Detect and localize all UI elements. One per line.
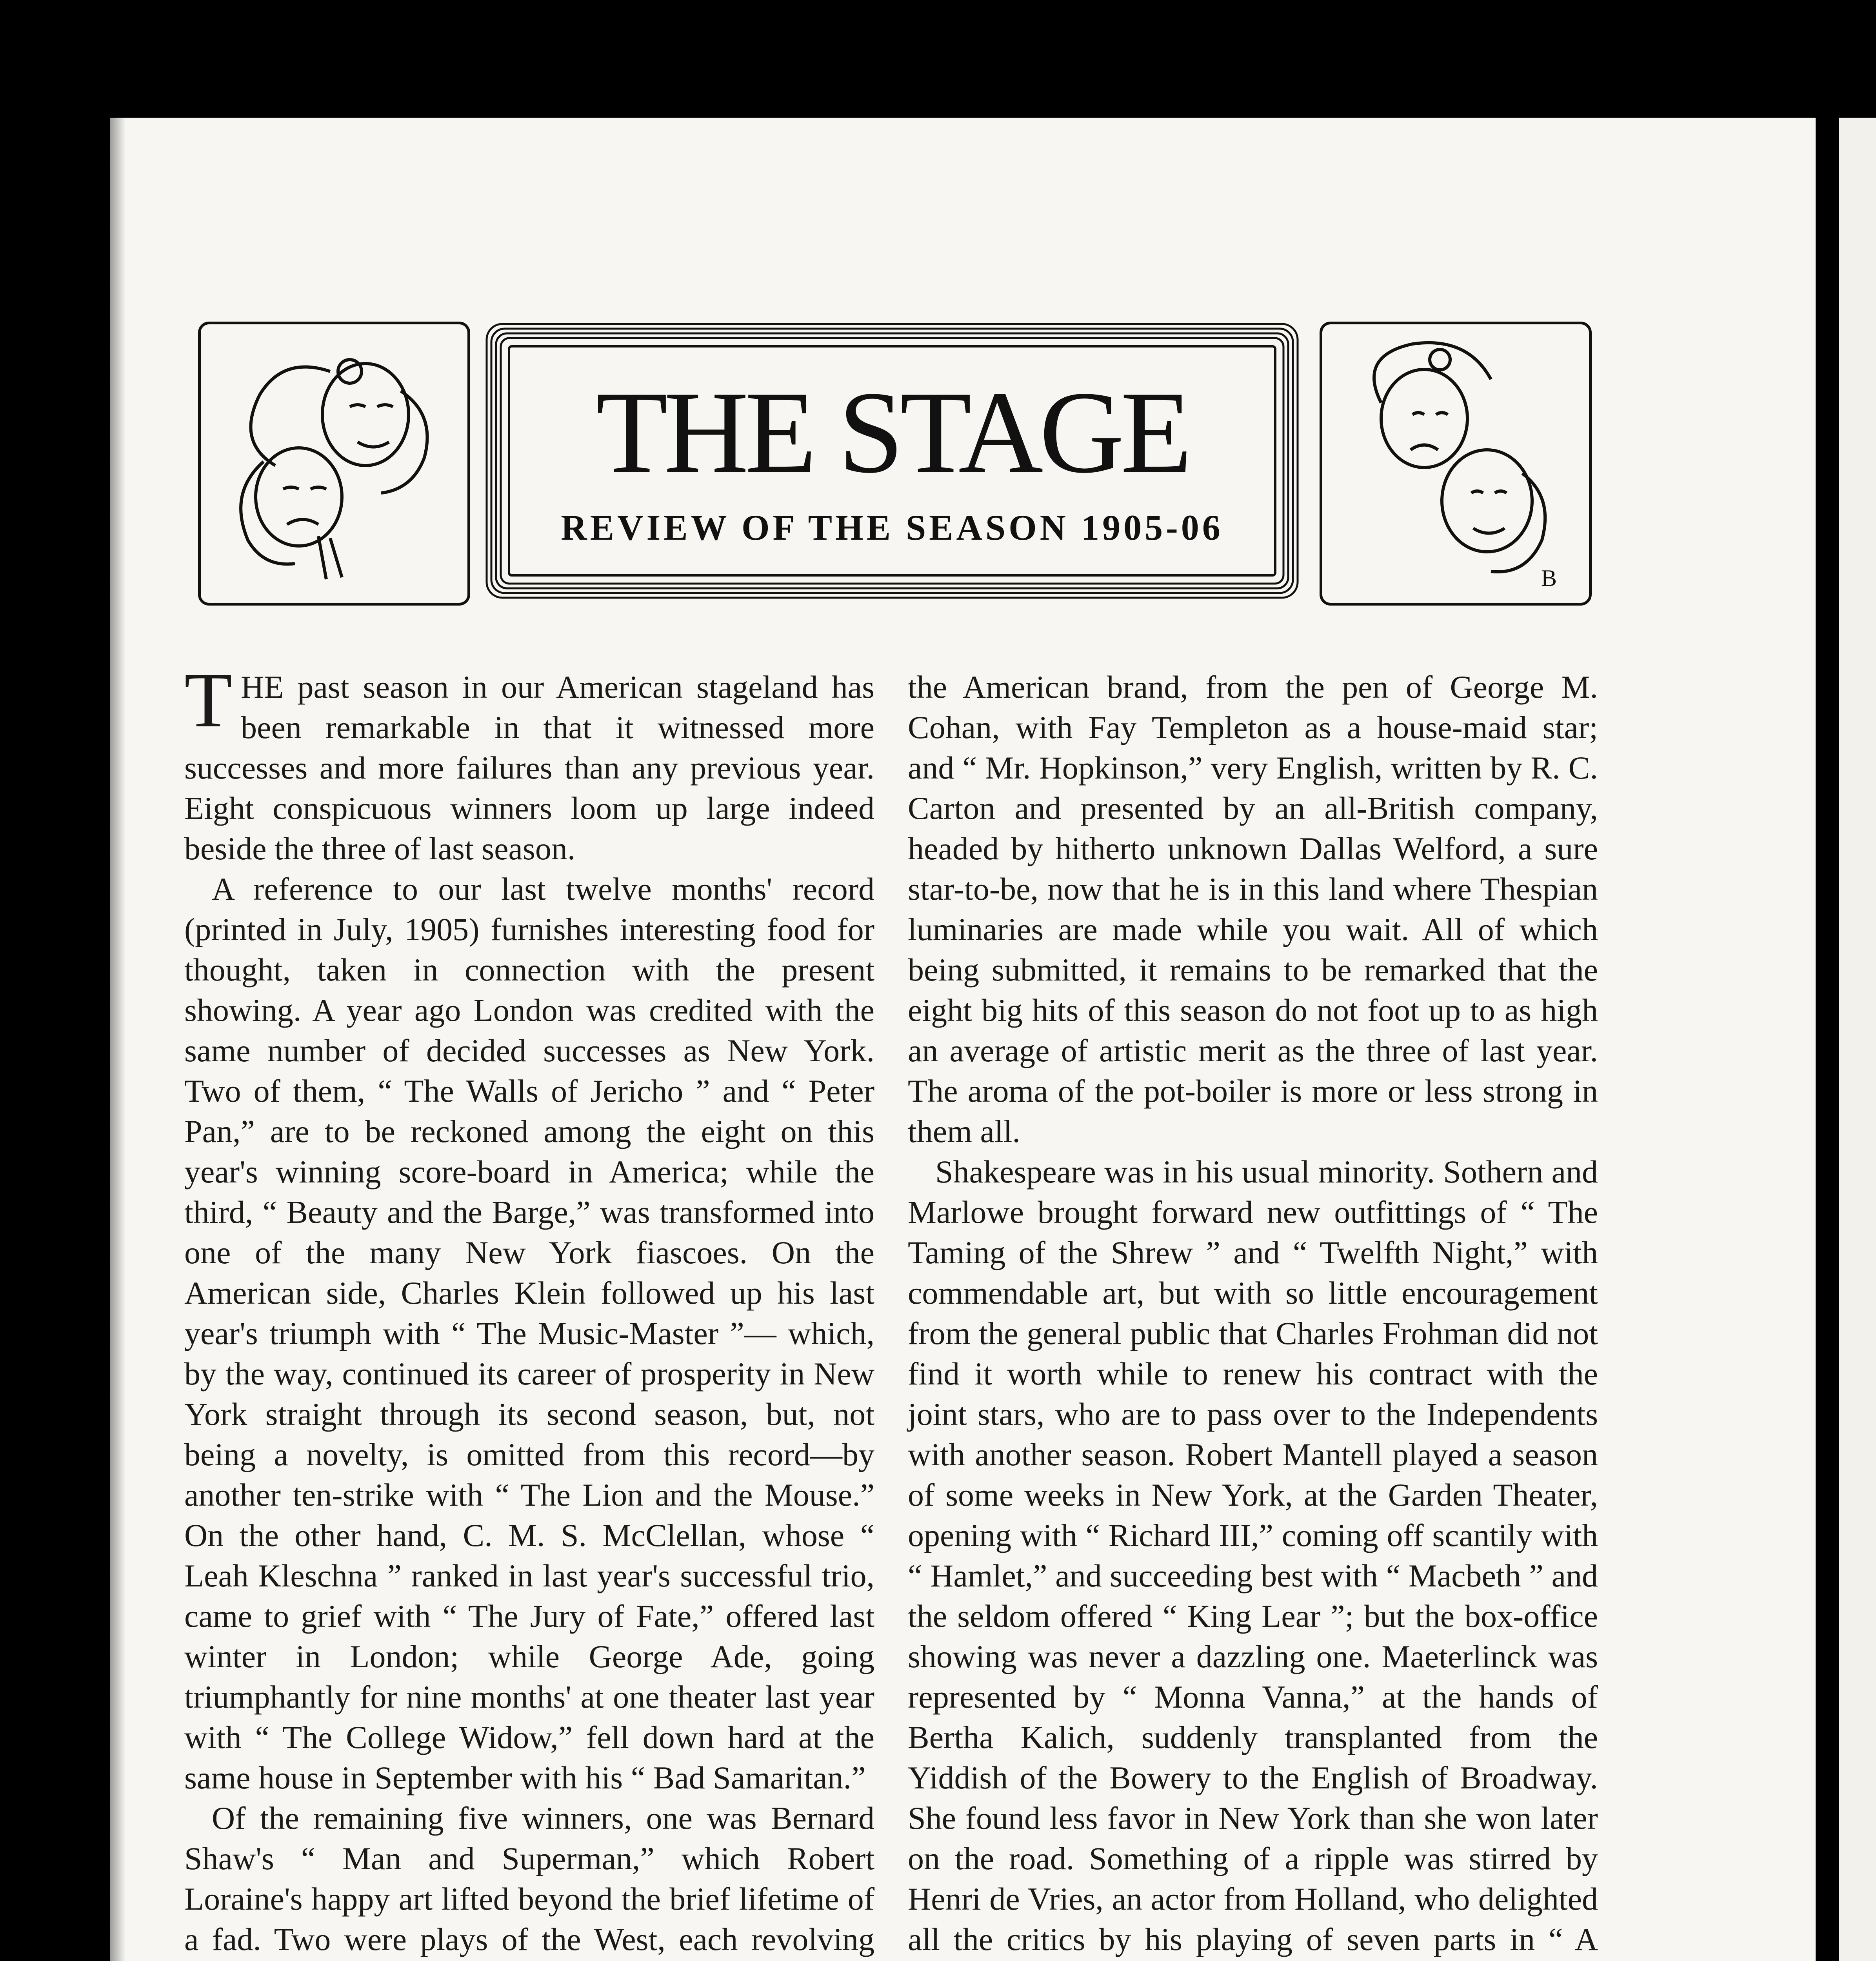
page-gutter-shadow xyxy=(110,118,125,1961)
page-title: THE STAGE xyxy=(596,367,1189,497)
theater-masks-icon xyxy=(201,324,467,603)
next-page-sliver xyxy=(1839,118,1876,1961)
theater-masks-icon xyxy=(1322,324,1589,603)
title-frame xyxy=(484,322,1300,600)
article-paragraph: Of the remaining five winners, one was Bernard Shaw's “ Man and Superman,” which Robert Loraine's happy art lifted beyond the brief lifetime of a fad. Two were plays of the West, each revolving xyxy=(184,1800,874,1957)
masks-illustration-right xyxy=(1320,322,1592,606)
title-panel xyxy=(508,345,1276,577)
drop-cap: T xyxy=(184,657,233,744)
article-column-right xyxy=(908,667,1598,1961)
artist-signature: B xyxy=(1541,565,1557,591)
masks-illustration-left xyxy=(198,322,470,606)
article-paragraph: THE past season in our American stageland has been remarkable in that it witnessed more successes and more failures than any previous year. Eight conspicuous winners loom up large indeed beside the three of last season. xyxy=(184,657,874,866)
article-column-left xyxy=(184,657,874,1961)
article-paragraph: A reference to our last twelve months' record (printed in July, 1905) furnishes interesting food for thought, taken in connection with the present showing. A year ago London was credited with the same number of decided successes as New York. Two of them, “ The Walls of Jericho ” and “ Peter Pan,” are to be reckoned among the eight on this year's winning score-board in America; while the third, “ Beauty and the Barge,” was transformed into one of the many New York fiascoes. On the American side, Charles Klein followed up his last year's triumph with “ The Music-Master ”— which, by the way, continued its career of prosperity in New York straight through its second season, but, not being a novelty, is omitted from this record—by another ten-strike with “ The Lion and the Mouse.” On the other hand, C. M. S. McClellan, whose “ Leah Kleschna ” ranked in last year's successful trio, came to grief with “ The Jury of Fate,” offered last winter in London; while George Ade, going triumphantly for nine months' at one theater last year with “ The College Widow,” fell down hard at the same house in September with his “ Bad Samaritan.” xyxy=(184,871,874,1795)
article-paragraph: Shakespeare was in his usual minority. Sothern and Marlowe brought forward new outfittings of “ The Taming of the Shrew ” and “ Twelfth Night,” with commendable art, but with so little encouragement from the general public that Charles Frohman did not find it worth while to renew his contract with the joint stars, who are to pass over to the Independents with another season. Robert Mantell played a season of some weeks in New York, at the Garden Theater, opening with “ Richard III,” coming off scantily with “ Hamlet,” and succeeding best with “ Macbeth ” and the seldom offered “ King Lear ”; but the box-office showing was never a dazzling one. Maeterlinck was represented by “ Monna Vanna,” at the hands of Bertha Kalich, suddenly transplanted from the Yiddish of the Bowery to the English of Broadway. She found less favor in New York than she won later on the road. Something of a ripple was stirred by Henri de Vries, an actor from Holland, who delighted all the critics by his playing of seven parts in “ A xyxy=(908,1154,1598,1957)
article-paragraph: the American brand, from the pen of George M. Cohan, with Fay Templeton as a house-maid star; and “ Mr. Hopkinson,” very English, written by R. C. Carton and presented by an all-British company, headed by hitherto unknown Dallas Welford, a sure star-to-be, now that he is in this land where Thespian luminaries are made while you wait. All of which being submitted, it remains to be remarked that the eight big hits of this season do not foot up to as high an average of artistic merit as the three of last year. The aroma of the pot-boiler is more or less strong in them all. xyxy=(908,669,1598,1149)
page-subtitle: REVIEW OF THE SEASON 1905-06 xyxy=(561,508,1223,548)
